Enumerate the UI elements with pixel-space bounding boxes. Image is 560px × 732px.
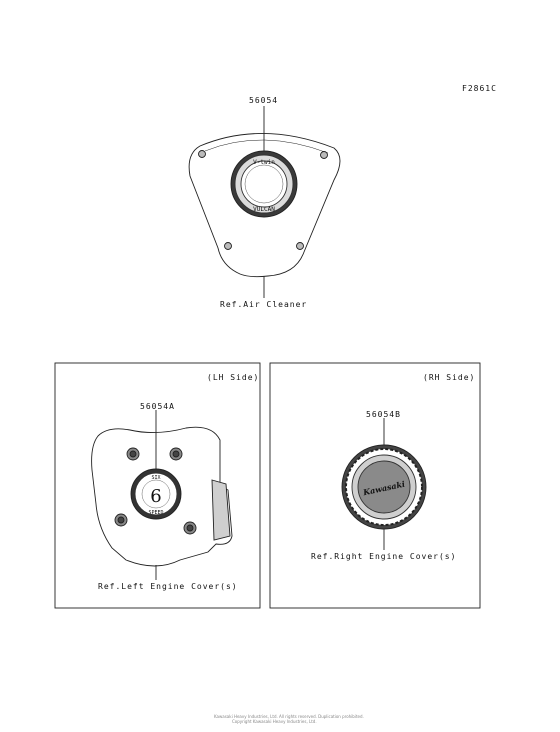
lh-badge-bottom-text: SPEED — [148, 510, 164, 516]
rh-badge-text: Kawasaki — [362, 478, 406, 498]
lh-badge-center-text: 6 — [150, 486, 162, 507]
ref-air-cleaner-label: Ref.Air Cleaner — [220, 300, 308, 309]
part-number-56054: 56054 — [249, 96, 279, 105]
left-engine-cover-illustration — [92, 410, 232, 566]
part-number-56054a: 56054A — [140, 402, 175, 411]
ref-left-engine-cover-label: Ref.Left Engine Cover(s) — [98, 582, 238, 591]
rh-side-label: (RH Side) — [423, 373, 476, 382]
lh-side-label: (LH Side) — [207, 373, 260, 382]
air-cleaner-badge-bottom-text: VULCAN — [253, 206, 275, 213]
right-engine-cover-illustration — [342, 418, 426, 529]
lh-badge-top-text: SIX — [151, 475, 161, 481]
copyright-line-1: Kawasaki Heavy Industries, Ltd. All rights reserved. Duplication prohibited. — [214, 714, 364, 719]
part-number-56054b: 56054B — [366, 410, 401, 419]
figure-code: F2861C — [462, 84, 497, 93]
air-cleaner-badge-top-text: V-twin — [253, 159, 275, 166]
copyright-line-2: Copyright Kawasaki Heavy Industries, Ltd. — [232, 719, 317, 724]
ref-right-engine-cover-label: Ref.Right Engine Cover(s) — [311, 552, 457, 561]
air-cleaner-cover-illustration — [189, 106, 340, 277]
